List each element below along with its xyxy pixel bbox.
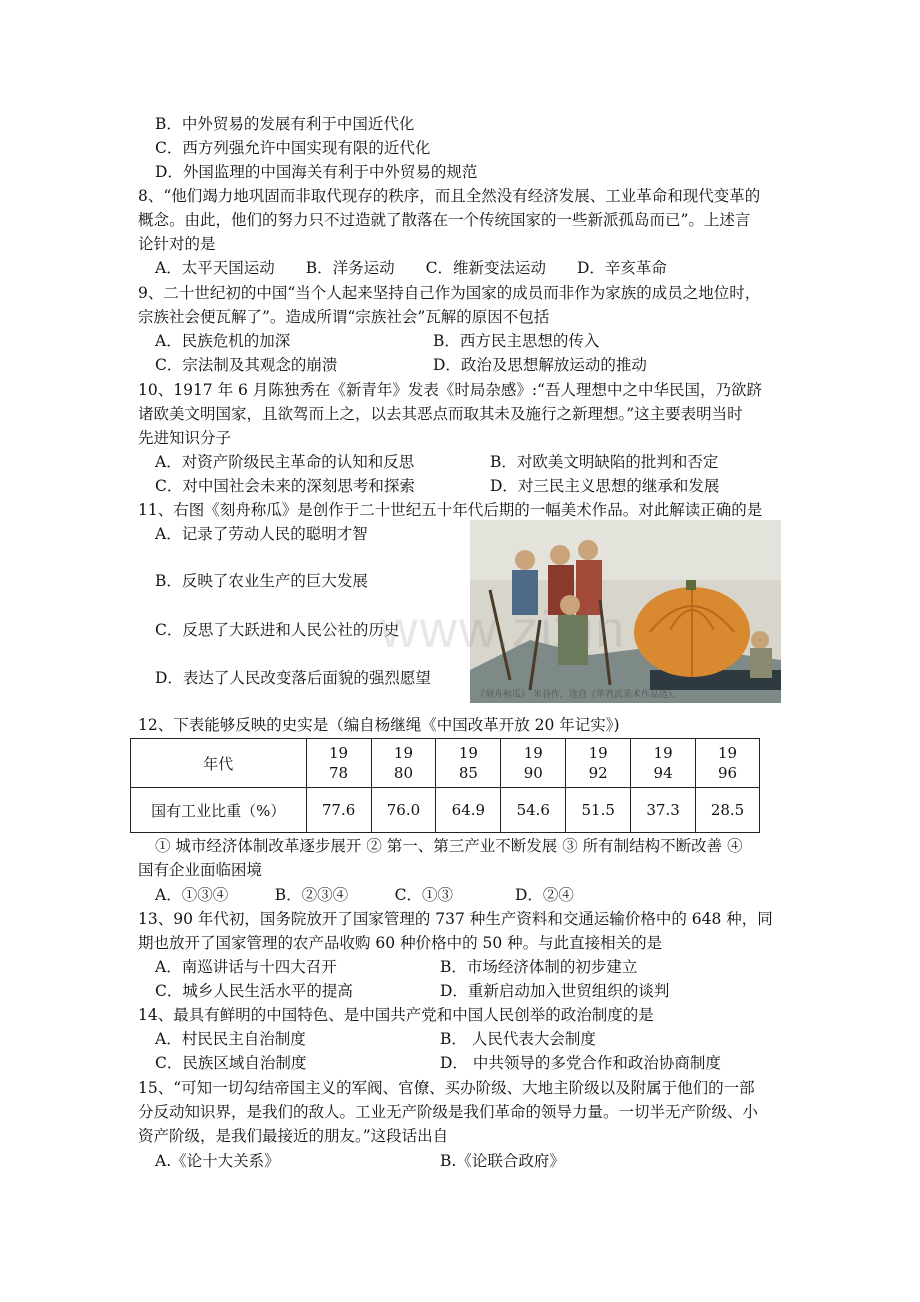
q13-option-d: D．重新启动加入世贸组织的谈判 xyxy=(440,982,670,1000)
state-industry-table xyxy=(130,738,760,833)
artwork-caption: 《刻舟称瓜》 米谷作，选自《华君武美术作品选》。 xyxy=(476,690,682,700)
q9-stem-2: 宗族社会便瓦解了”。造成所谓“宗族社会”瓦解的原因不包括 xyxy=(138,308,550,326)
q15-option-b: B.《论联合政府》 xyxy=(440,1152,565,1170)
q13-stem-2: 期也放开了国家管理的农产品收购 60 种价格中的 50 种。与此直接相关的是 xyxy=(138,934,663,952)
q10-stem-1: 10、1917 年 6 月陈独秀在《新青年》发表《时局杂感》:“吾人理想中之中华民国，乃欲跻 xyxy=(138,381,762,399)
year-1996: 1996 xyxy=(717,744,738,782)
year-cell xyxy=(501,739,566,788)
q12-statements-1: ① 城市经济体制改革逐步展开 ② 第一、第三产业不断发展 ③ 所有制结构不断改善 ④ xyxy=(155,837,743,855)
value-cell: 37.3 xyxy=(631,788,696,833)
q8-stem-2: 概念。由此，他们的努力只不过造就了散落在一个传统国家的一些新派孤岛而已”。上述言 xyxy=(138,211,751,229)
row-label: 国有工业比重（%） xyxy=(151,801,286,820)
table-row-values xyxy=(131,788,760,833)
value-cell: 51.5 xyxy=(566,788,631,833)
q9-stem-1: 9、二十世纪初的中国“当个人起来坚持自己作为国家的成员而非作为家族的成员之地位时， xyxy=(138,284,761,302)
year-cell xyxy=(566,739,631,788)
q11-stem: 11、右图《刻舟称瓜》是创作于二十世纪五十年代后期的一幅美术作品。对此解读正确的是 xyxy=(138,501,763,519)
q11-option-a: A．记录了劳动人民的聪明才智 xyxy=(155,525,368,543)
q15-stem-3: 资产阶级，是我们最接近的朋友。”这段话出自 xyxy=(138,1127,449,1145)
value-cell: 64.9 xyxy=(436,788,501,833)
q15-option-a: A.《论十大关系》 xyxy=(155,1152,280,1170)
year-1978: 1978 xyxy=(329,744,349,782)
q13-option-b: B．市场经济体制的初步建立 xyxy=(440,958,638,976)
q12-statements-2: 国有企业面临困境 xyxy=(138,861,263,879)
year-cell xyxy=(631,739,696,788)
q8-stem-3: 论针对的是 xyxy=(138,235,216,253)
q13-stem-1: 13、90 年代初，国务院放开了国家管理的 737 种生产资料和交通运输价格中的 648 种，同 xyxy=(138,910,773,928)
q9-option-b: B．西方民主思想的传入 xyxy=(433,332,600,350)
q10-option-a: A．对资产阶级民主革命的认知和反思 xyxy=(155,453,415,471)
q11-option-c: C．反思了大跃进和人民公社的历史 xyxy=(155,621,400,639)
value-cell: 76.0 xyxy=(371,788,436,833)
year-1985: 1985 xyxy=(458,744,478,782)
year-1992: 1992 xyxy=(588,744,608,782)
q10-option-d: D．对三民主义思想的继承和发展 xyxy=(490,477,720,495)
header-label-cell xyxy=(131,739,307,788)
watermark: www.zixin xyxy=(380,601,627,659)
year-1990: 1990 xyxy=(523,744,543,782)
q10-option-b: B．对欧美文明缺陷的批判和否定 xyxy=(490,453,719,471)
year-cell xyxy=(371,739,436,788)
q14-option-c: C．民族区域自治制度 xyxy=(155,1054,307,1072)
q15-stem-1: 15、“可知一切勾结帝国主义的军阀、官僚、买办阶级、大地主阶级以及附属于他们的一部 xyxy=(138,1079,755,1097)
q9-option-d: D．政治及思想解放运动的推动 xyxy=(433,356,647,374)
value-cell: 54.6 xyxy=(501,788,566,833)
q10-stem-2: 诸欧美文明国家，且欲驾而上之，以去其恶点而取其未及施行之新理想。”这主要表明当时 xyxy=(138,405,743,423)
q11-option-b: B．反映了农业生产的巨大发展 xyxy=(155,572,368,590)
q14-option-d: D． 中共领导的多党合作和政治协商制度 xyxy=(440,1054,721,1072)
q7-option-b: B．中外贸易的发展有利于中国近代化 xyxy=(155,115,415,133)
q10-option-c: C．对中国社会未来的深刻思考和探索 xyxy=(155,477,415,495)
year-cell xyxy=(306,739,371,788)
year-cell xyxy=(436,739,501,788)
q13-option-a: A．南巡讲话与十四大召开 xyxy=(155,958,337,976)
q14-option-a: A．村民民主自治制度 xyxy=(155,1030,306,1048)
q9-option-c: C．宗法制及其观念的崩溃 xyxy=(155,356,338,374)
q8-options: A．太平天国运动 B．洋务运动 C．维新变法运动 D．辛亥革命 xyxy=(155,259,667,277)
value-cell: 28.5 xyxy=(696,788,760,833)
q9-option-a: A．民族危机的加深 xyxy=(155,332,291,350)
year-1980: 1980 xyxy=(393,744,414,782)
q11-option-d: D．表达了人民改变落后面貌的强烈愿望 xyxy=(155,669,431,687)
q14-option-b: B． 人民代表大会制度 xyxy=(440,1030,596,1048)
q7-option-d: D．外国监理的中国海关有利于中外贸易的规范 xyxy=(155,163,478,181)
table-row-years xyxy=(131,739,760,788)
q12-options: A．①③④ B．②③④ C．①③ D．②④ xyxy=(155,886,574,904)
year-cell xyxy=(696,739,760,788)
value-cell: 77.6 xyxy=(306,788,371,833)
year-1994: 1994 xyxy=(653,744,673,782)
q10-stem-3: 先进知识分子 xyxy=(138,429,232,447)
q15-stem-2: 分反动知识界，是我们的敌人。工业无产阶级是我们革命的领导力量。一切半无产阶级、小 xyxy=(138,1103,759,1121)
q12-stem: 12、下表能够反映的史实是（编自杨继绳《中国改革开放 20 年记实》) xyxy=(138,716,620,734)
q13-option-c: C．城乡人民生活水平的提高 xyxy=(155,982,353,1000)
q8-stem-1: 8、“他们竭力地巩固而非取代现存的秩序，而且全然没有经济发展、工业革命和现代变革的 xyxy=(138,187,761,205)
year-header-label: 年代 xyxy=(203,754,234,773)
row-label-cell xyxy=(131,788,307,833)
q7-option-c: C．西方列强允许中国实现有限的近代化 xyxy=(155,139,431,157)
q14-stem: 14、最具有鲜明的中国特色、是中国共产党和中国人民创举的政治制度的是 xyxy=(138,1006,654,1024)
